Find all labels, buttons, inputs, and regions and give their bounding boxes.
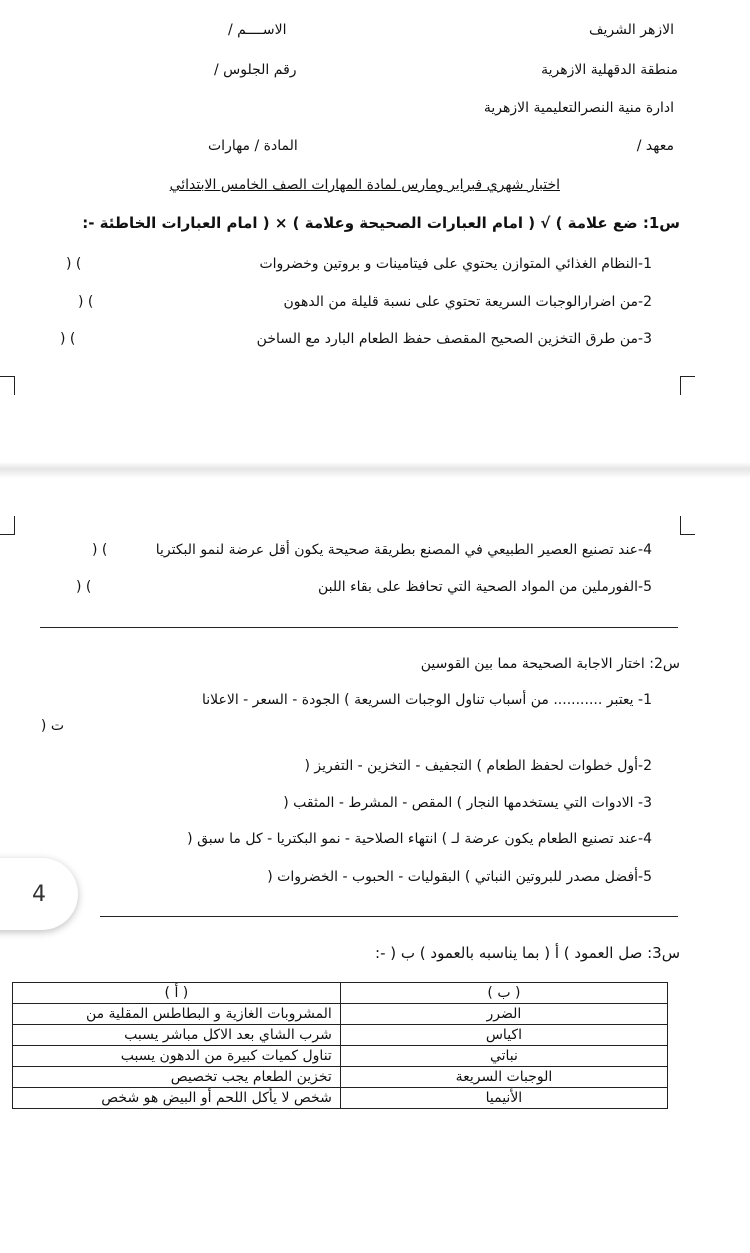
page-number-badge[interactable]: 4 [0,858,78,930]
column-b-cell: اكياس [340,1025,667,1046]
exam-title: اختبار شهري فبراير ومارس لمادة المهارات الصف الخامس الابتدائي [169,177,560,193]
column-b-cell: الوجبات السريعة [340,1067,667,1088]
scan-corner-mark [680,516,695,535]
column-a-cell: المشروبات الغازية و البطاطس المقلية من [13,1004,341,1025]
q1-item-2: 2-من اضرارالوجبات السريعة تحتوي على نسبة قليلة من الدهون [283,294,652,310]
scan-corner-mark [680,376,695,395]
q1-answer-blank-3[interactable]: ) ( [60,331,76,347]
column-a-header: ( أ ) [13,983,341,1004]
q1-answer-blank-1[interactable]: ) ( [66,256,82,272]
section-divider [100,916,678,917]
column-a-cell: تناول كميات كبيرة من الدهون يسبب [13,1046,341,1067]
q1-item-3: 3-من طرق التخزين الصحيح المقصف حفظ الطعام البارد مع الساخن [256,331,652,347]
section-divider [40,627,678,628]
q3-title: س3: صل العمود ) أ ( بما يناسبه بالعمود ) ب ( -: [375,944,680,962]
table-row [13,1088,668,1109]
q2-item-4: 4-عند تصنيع الطعام يكون عرضة لـ ) انتهاء الصلاحية - نمو البكتريا - كل ما سبق ( [187,831,652,847]
q1-answer-blank-5[interactable]: ) ( [76,579,92,595]
table-row [13,1046,668,1067]
subject-label: المادة / مهارات [208,138,298,154]
q2-item-3: 3- الادوات التي يستخدمها النجار ) المقص - المشرط - المثقب ( [283,795,652,811]
q1-title: س1: ضع علامة ) √ ( امام العبارات الصحيحة وعلامة ) × ( امام العبارات الخاطئة -: [82,214,680,232]
column-a-cell: تخزين الطعام يجب تخصيص [13,1067,341,1088]
scan-corner-mark [0,516,15,535]
q1-answer-blank-2[interactable]: ) ( [78,294,94,310]
table-row [13,1004,668,1025]
name-label: الاســــم / [228,22,287,38]
column-b-cell: الأنيميا [340,1088,667,1109]
q2-title: س2: اختار الاجابة الصحيحة مما بين القوسين [420,656,680,672]
table-row [13,1025,668,1046]
column-a-cell: شرب الشاي بعد الاكل مباشر يسبب [13,1025,341,1046]
q2-item-2: 2-أول خطوات لحفظ الطعام ) التجفيف - التخزين - التفريز ( [304,758,652,774]
admin-name: ادارة منية النصرالتعليمية الازهرية [483,100,674,116]
region-name: منطقة الدقهلية الازهرية [541,62,678,78]
column-a-cell: شخص لا يأكل اللحم أو البيض هو شخص [13,1088,341,1109]
q1-answer-blank-4[interactable]: ) ( [92,542,108,558]
institute-label: معهد / [636,138,674,154]
q1-item-5: 5-الفورملين من المواد الصحية التي تحافظ على بقاء اللبن [317,579,652,595]
column-b-cell: الضرر [340,1004,667,1025]
q2-item-1: 1- يعتبر ........... من أسباب تناول الوجبات السريعة ) الجودة - السعر - الاعلانا [201,692,652,708]
matching-table [12,982,668,1109]
column-b-cell: نباتي [340,1046,667,1067]
table-row [13,983,668,1004]
page-separator [0,462,750,478]
q2-item-1-wrap: ت ( [40,718,64,734]
column-b-header: ( ب ) [340,983,667,1004]
q1-item-4: 4-عند تصنيع العصير الطبيعي في المصنع بطريقة صحيحة يكون أقل عرضة لنمو البكتريا [155,542,652,558]
q1-item-1: 1-النظام الغذائي المتوازن يحتوي على فيتامينات و بروتين وخضروات [259,256,652,272]
seat-label: رقم الجلوس / [214,62,297,78]
q2-item-5: 5-أفضل مصدر للبروتين النباتي ) البقوليات - الحبوب - الخضروات ( [267,869,652,885]
scan-corner-mark [0,376,15,395]
org-name: الازهر الشريف [589,22,674,38]
table-row [13,1067,668,1088]
